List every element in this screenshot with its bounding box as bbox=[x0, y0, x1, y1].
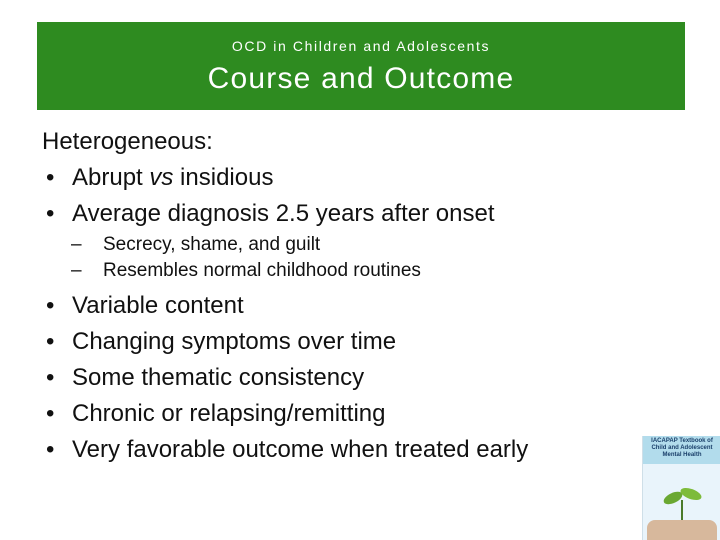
bullet-icon: • bbox=[46, 292, 55, 319]
bullet-item bbox=[42, 432, 642, 468]
title-banner bbox=[37, 22, 685, 110]
bullet-icon: • bbox=[46, 328, 55, 355]
hands-graphic bbox=[647, 520, 717, 540]
bullet-icon: • bbox=[46, 164, 55, 191]
textbook-cover-image bbox=[642, 436, 720, 540]
sub-bullet-text: Resembles normal childhood routines bbox=[103, 260, 421, 281]
bullet-icon: • bbox=[46, 436, 55, 463]
bullet-text: Chronic or relapsing/remitting bbox=[72, 400, 386, 427]
bullet-item bbox=[42, 324, 642, 360]
bullet-text: Changing symptoms over time bbox=[72, 328, 397, 355]
cover-title: IACAPAP Textbook of Child and Adolescent Mental Health bbox=[651, 438, 713, 458]
sub-bullet-text: Secrecy, shame, and guilt bbox=[103, 234, 321, 255]
bullet-text: Variable content bbox=[72, 292, 244, 319]
bullet-icon: • bbox=[46, 200, 55, 227]
bullet-item bbox=[42, 396, 642, 432]
bullet-text: Some thematic consistency bbox=[72, 364, 365, 391]
bullet-item bbox=[42, 196, 642, 232]
sub-bullet-item bbox=[42, 232, 642, 258]
bullet-text: Average diagnosis 2.5 years after onset bbox=[72, 200, 495, 227]
bullet-icon: • bbox=[46, 400, 55, 427]
dash-icon: – bbox=[71, 234, 82, 255]
dash-icon: – bbox=[71, 260, 82, 281]
slide-subtitle: OCD in Children and Adolescents bbox=[231, 38, 491, 54]
slide-body bbox=[42, 124, 642, 468]
lead-text: Heterogeneous: bbox=[42, 128, 213, 155]
sub-bullet-item bbox=[42, 258, 642, 284]
bullet-text: Abrupt vs insidious bbox=[72, 164, 274, 191]
bullet-item bbox=[42, 360, 642, 396]
bullet-text: Very favorable outcome when treated early bbox=[72, 436, 529, 463]
bullet-icon: • bbox=[46, 364, 55, 391]
bullet-item bbox=[42, 160, 642, 196]
bullet-item bbox=[42, 288, 642, 324]
slide-title: Course and Outcome bbox=[207, 62, 515, 95]
